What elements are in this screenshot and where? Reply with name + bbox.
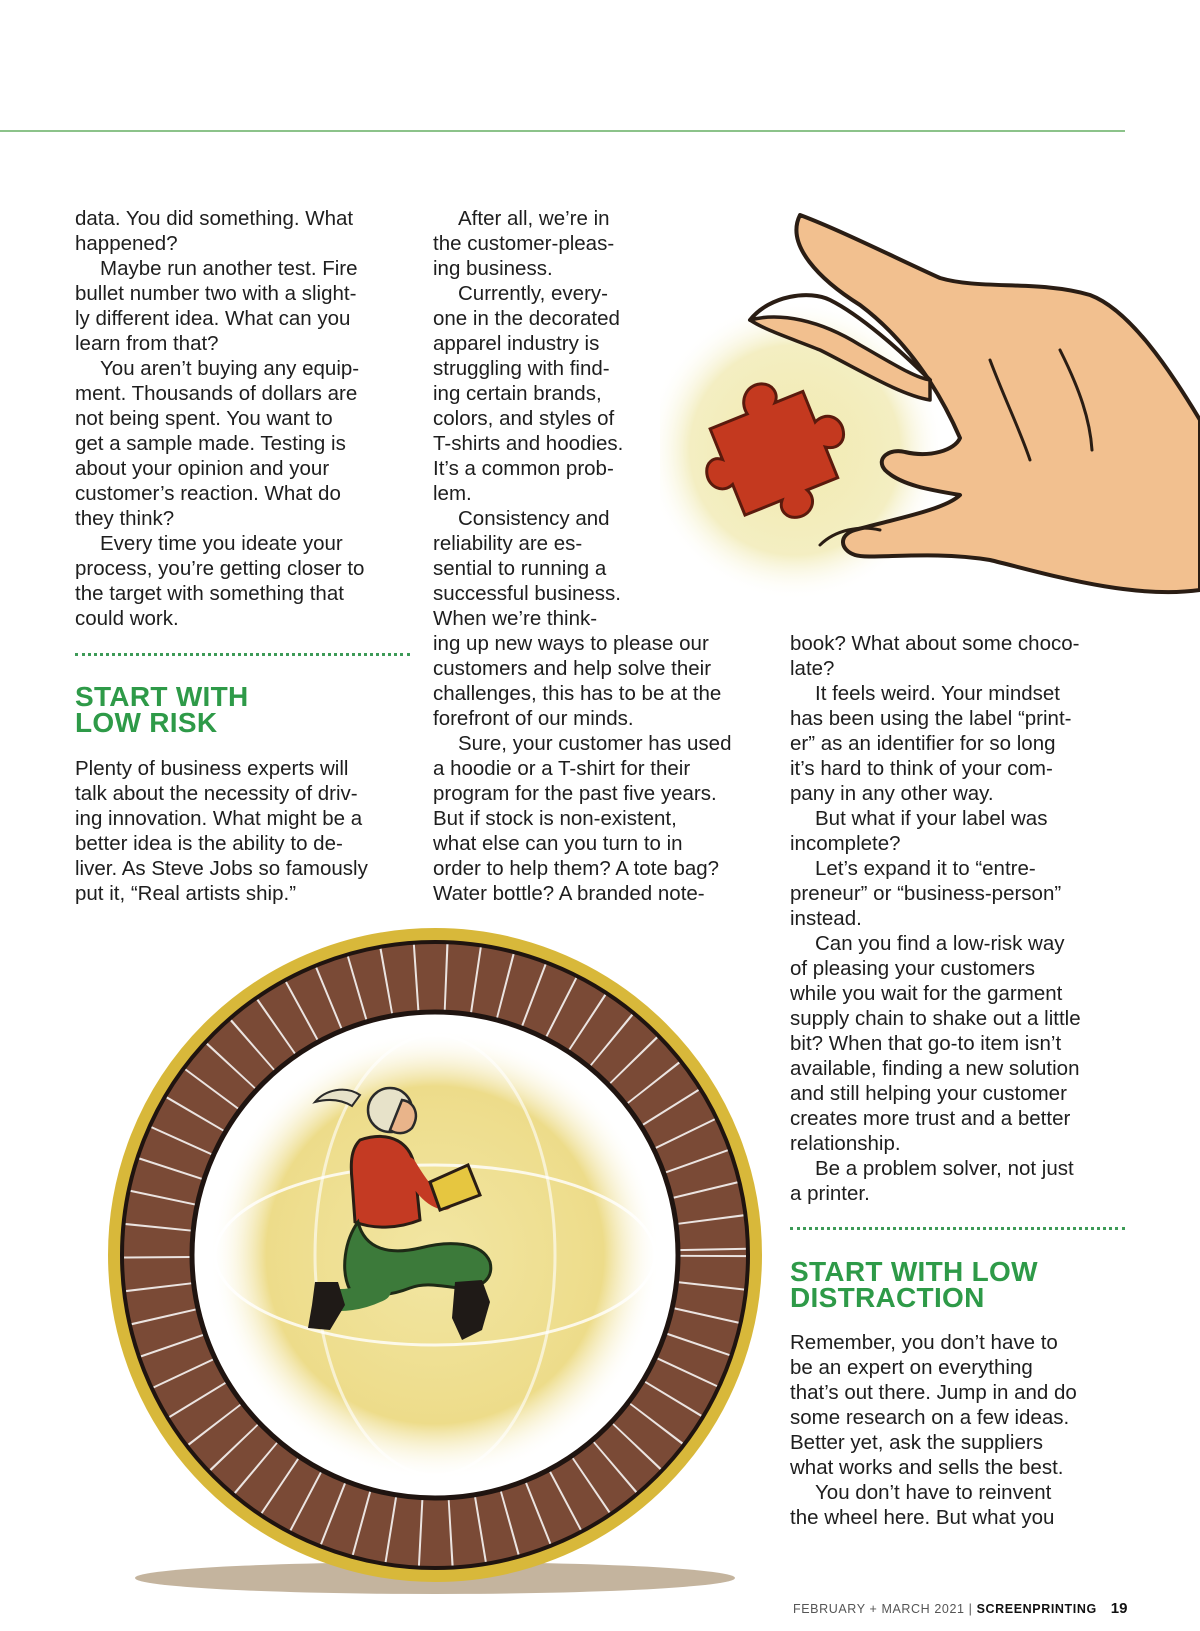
text-line: But what if your label was — [815, 807, 1048, 830]
text-line: the wheel here. But what you — [790, 1506, 1055, 1529]
text-line: ly different idea. What can you — [75, 307, 351, 330]
section-heading-low-distraction: START WITH LOW DISTRACTION — [790, 1256, 1038, 1313]
text-line: customers and help solve their — [433, 657, 712, 680]
text-line: reliability are es- — [433, 532, 583, 555]
text-line: late? — [790, 657, 835, 680]
text-line: what works and sells the best. — [790, 1456, 1064, 1479]
text-line: creates more trust and a better — [790, 1107, 1071, 1130]
text-line: Let’s expand it to “entre- — [815, 857, 1036, 880]
text-line: lem. — [433, 482, 472, 505]
text-line: better idea is the ability to de- — [75, 832, 343, 855]
text-line: customer’s reaction. What do — [75, 482, 341, 505]
text-line: forefront of our minds. — [433, 707, 634, 730]
text-line: has been using the label “print- — [790, 707, 1072, 730]
text-line: When we’re think- — [433, 607, 598, 630]
page-number: 19 — [1110, 1600, 1128, 1617]
section-divider-2 — [790, 1227, 1125, 1230]
text-line: bit? When that go-to item isn’t — [790, 1032, 1062, 1055]
text-line: Consistency and — [458, 507, 610, 530]
text-line: er” as an identifier for so long — [790, 732, 1056, 755]
text-line: order to help them? A tote bag? — [433, 857, 720, 880]
text-line: successful business. — [433, 582, 622, 605]
text-line: could work. — [75, 607, 179, 630]
text-line: data. You did something. What — [75, 207, 354, 230]
text-line: the target with something that — [75, 582, 344, 605]
hamster-wheel-illustration — [90, 910, 770, 1610]
text-line: Every time you ideate your — [100, 532, 343, 555]
text-line: sential to running a — [433, 557, 607, 580]
text-line: After all, we’re in — [458, 207, 610, 230]
text-line: one in the decorated — [433, 307, 620, 330]
text-line: Can you find a low-risk way — [815, 932, 1065, 955]
text-line: Better yet, ask the suppliers — [790, 1431, 1043, 1454]
column-3-text-continued — [790, 1330, 1077, 1530]
text-line: some research on a few ideas. — [790, 1406, 1070, 1429]
text-line: what else can you turn to in — [433, 832, 683, 855]
text-line: while you wait for the garment — [790, 982, 1063, 1005]
text-line: ing up new ways to please our — [433, 632, 709, 655]
text-line: You aren’t buying any equip- — [100, 357, 360, 380]
text-line: Water bottle? A branded note- — [433, 882, 705, 905]
text-line: Maybe run another test. Fire — [100, 257, 358, 280]
text-line: You don’t have to reinvent — [815, 1481, 1052, 1504]
text-line: be an expert on everything — [790, 1356, 1033, 1379]
page-footer — [793, 1600, 1127, 1617]
text-line: program for the past five years. — [433, 782, 717, 805]
text-line: talk about the necessity of driv- — [75, 782, 358, 805]
text-line: challenges, this has to be at the — [433, 682, 722, 705]
text-line: T-shirts and hoodies. — [433, 432, 624, 455]
text-line: colors, and styles of — [433, 407, 615, 430]
text-line: they think? — [75, 507, 175, 530]
text-line: ment. Thousands of dollars are — [75, 382, 358, 405]
text-line: incomplete? — [790, 832, 901, 855]
text-line: Plenty of business experts will — [75, 757, 349, 780]
text-line: relationship. — [790, 1132, 901, 1155]
text-line: put it, “Real artists ship.” — [75, 882, 297, 905]
text-line: process, you’re getting closer to — [75, 557, 365, 580]
text-line: bullet number two with a slight- — [75, 282, 357, 305]
text-line: that’s out there. Jump in and do — [790, 1381, 1077, 1404]
text-line: book? What about some choco- — [790, 632, 1080, 655]
text-line: pany in any other way. — [790, 782, 994, 805]
text-line: get a sample made. Testing is — [75, 432, 346, 455]
text-line: about your opinion and your — [75, 457, 330, 480]
text-line: supply chain to shake out a little — [790, 1007, 1081, 1030]
text-line: of pleasing your customers — [790, 957, 1035, 980]
text-line: instead. — [790, 907, 862, 930]
text-line: struggling with find- — [433, 357, 610, 380]
text-line: Sure, your customer has used — [458, 732, 732, 755]
text-line: and still helping your customer — [790, 1082, 1067, 1105]
section-heading-low-risk: START WITH LOW RISK — [75, 681, 249, 738]
header-rule — [0, 130, 1125, 132]
text-line: it’s hard to think of your com- — [790, 757, 1053, 780]
text-line: It’s a common prob- — [433, 457, 614, 480]
text-line: preneur” or “business-person” — [790, 882, 1062, 905]
text-line: ing certain brands, — [433, 382, 602, 405]
text-line: Be a problem solver, not just — [815, 1157, 1074, 1180]
text-line: ing innovation. What might be a — [75, 807, 363, 830]
text-line: learn from that? — [75, 332, 219, 355]
text-line: liver. As Steve Jobs so famously — [75, 857, 368, 880]
text-line: It feels weird. Your mindset — [815, 682, 1060, 705]
text-line: a printer. — [790, 1182, 870, 1205]
text-line: the customer-pleas- — [433, 232, 615, 255]
text-line: apparel industry is — [433, 332, 600, 355]
text-line: available, finding a new solution — [790, 1057, 1080, 1080]
text-line: ing business. — [433, 257, 553, 280]
column-3-text — [790, 631, 1081, 1206]
text-line: a hoodie or a T-shirt for their — [433, 757, 691, 780]
text-line: not being spent. You want to — [75, 407, 333, 430]
text-line: But if stock is non-existent, — [433, 807, 677, 830]
section-divider-1 — [75, 653, 410, 656]
column-1-text — [75, 206, 364, 631]
text-line: happened? — [75, 232, 178, 255]
text-line: Currently, every- — [458, 282, 608, 305]
hand-puzzle-illustration — [660, 200, 1200, 620]
footer-issue-date: FEBRUARY + MARCH 2021 | — [793, 1602, 977, 1616]
column-1-text-continued — [75, 756, 368, 906]
footer-magazine-name: SCREENPRINTING — [976, 1602, 1097, 1616]
text-line: Remember, you don’t have to — [790, 1331, 1058, 1354]
